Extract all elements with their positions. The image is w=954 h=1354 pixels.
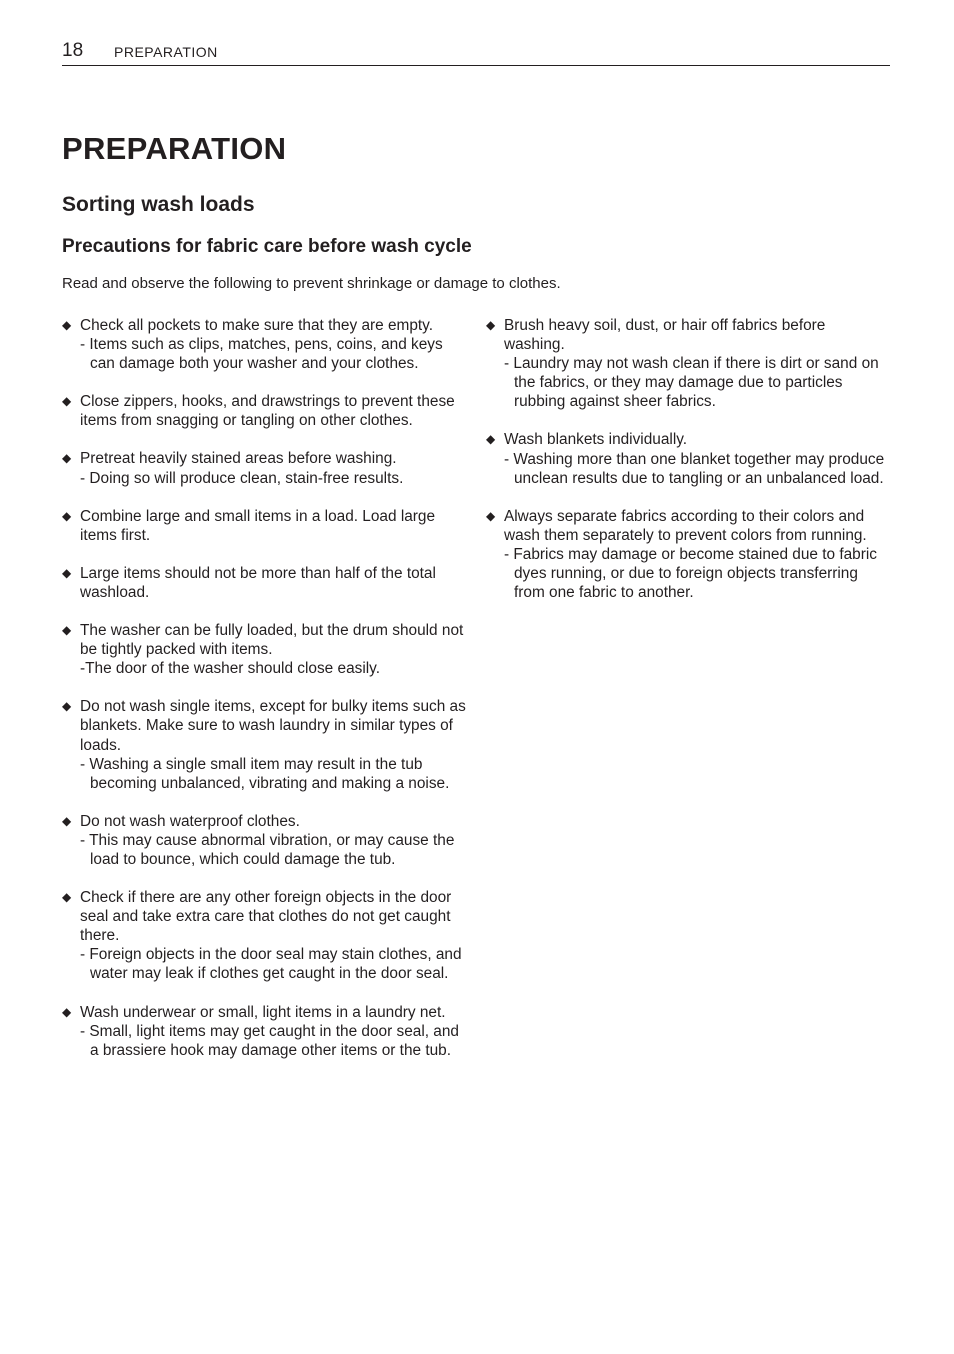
- item-subtext: - Doing so will produce clean, stain-free results.: [80, 469, 404, 487]
- diamond-bullet-icon: ◆: [62, 1004, 72, 1019]
- right-column-list: [486, 316, 886, 621]
- intro-text: Read and observe the following to prevent shrinkage or damage to clothes.: [62, 275, 561, 292]
- list-item: [62, 564, 467, 602]
- item-text: Combine large and small items in a load. Load large items first.: [80, 507, 436, 544]
- item-subtext: -The door of the washer should close easily.: [80, 660, 380, 678]
- diamond-bullet-icon: ◆: [62, 890, 72, 905]
- list-item: [486, 430, 886, 487]
- left-column-list: [62, 316, 467, 1079]
- item-text: The washer can be fully loaded, but the drum should not be tightly packed with items.: [80, 622, 464, 659]
- item-text: Wash blankets individually.: [504, 431, 688, 449]
- item-subtext: - Fabrics may damage or become stained due to fabric dyes running, or due to foreign objects transferring from one fabric to another.: [504, 545, 877, 602]
- item-text: Close zippers, hooks, and drawstrings to prevent these items from snagging or tangling on other clothes.: [80, 393, 455, 430]
- item-subtext: - This may cause abnormal vibration, or may cause the load to bounce, which could damage the tub.: [80, 831, 455, 868]
- diamond-bullet-icon: ◆: [62, 394, 72, 409]
- diamond-bullet-icon: ◆: [62, 623, 72, 638]
- item-text: Always separate fabrics according to their colors and wash them separately to prevent colors from running.: [504, 507, 867, 544]
- item-text: Do not wash waterproof clothes.: [80, 812, 300, 830]
- list-item: [62, 812, 467, 869]
- list-item: [62, 1003, 467, 1060]
- item-subtext: - Small, light items may get caught in the door seal, and a brassiere hook may damage other items or the tub.: [80, 1022, 459, 1059]
- item-text: Check if there are any other foreign objects in the door seal and take extra care that clothes do not get caught there.: [80, 889, 452, 945]
- page-title: PREPARATION: [62, 131, 287, 166]
- item-subtext: - Foreign objects in the door seal may stain clothes, and water may leak if clothes get caught in the door seal.: [80, 946, 462, 983]
- list-item: [62, 392, 467, 430]
- list-item: [62, 316, 467, 373]
- item-subtext: - Laundry may not wash clean if there is dirt or sand on the fabrics, or they may damage due to particles rubbing against sheer fabrics.: [504, 355, 879, 411]
- item-text: Check all pockets to make sure that they are empty.: [80, 317, 434, 334]
- page-header: [62, 38, 890, 66]
- item-text: Do not wash single items, except for bulky items such as blankets. Make sure to wash laundry in similar types of loads.: [80, 698, 466, 754]
- page-number: 18: [62, 40, 84, 61]
- item-subtext: - Items such as clips, matches, pens, coins, and keys can damage both your washer and your clothes.: [80, 336, 443, 373]
- list-item: [62, 507, 467, 545]
- diamond-bullet-icon: ◆: [62, 699, 72, 714]
- running-title: PREPARATION: [114, 44, 218, 60]
- diamond-bullet-icon: ◆: [62, 813, 72, 828]
- diamond-bullet-icon: ◆: [62, 565, 72, 580]
- item-text: Pretreat heavily stained areas before washing.: [80, 450, 397, 468]
- diamond-bullet-icon: ◆: [486, 432, 496, 447]
- diamond-bullet-icon: ◆: [486, 508, 496, 523]
- diamond-bullet-icon: ◆: [62, 318, 72, 332]
- section-title: Sorting wash loads: [62, 193, 255, 216]
- list-item: [486, 316, 886, 411]
- subsection-title: Precautions for fabric care before wash cycle: [62, 236, 472, 257]
- item-text: Brush heavy soil, dust, or hair off fabrics before washing.: [504, 317, 826, 354]
- item-subtext: - Washing a single small item may result in the tub becoming unbalanced, vibrating and making a noise.: [80, 755, 450, 792]
- list-item: [62, 697, 467, 792]
- item-text: Wash underwear or small, light items in a laundry net.: [80, 1003, 446, 1021]
- item-text: Large items should not be more than half of the total washload.: [80, 564, 436, 601]
- diamond-bullet-icon: ◆: [486, 318, 496, 332]
- list-item: [486, 507, 886, 602]
- list-item: [62, 449, 467, 487]
- diamond-bullet-icon: ◆: [62, 508, 72, 523]
- list-item: [62, 621, 467, 678]
- list-item: [62, 888, 467, 983]
- diamond-bullet-icon: ◆: [62, 451, 72, 466]
- item-subtext: - Washing more than one blanket together may produce unclean results due to tangling or an unbalanced load.: [504, 450, 885, 487]
